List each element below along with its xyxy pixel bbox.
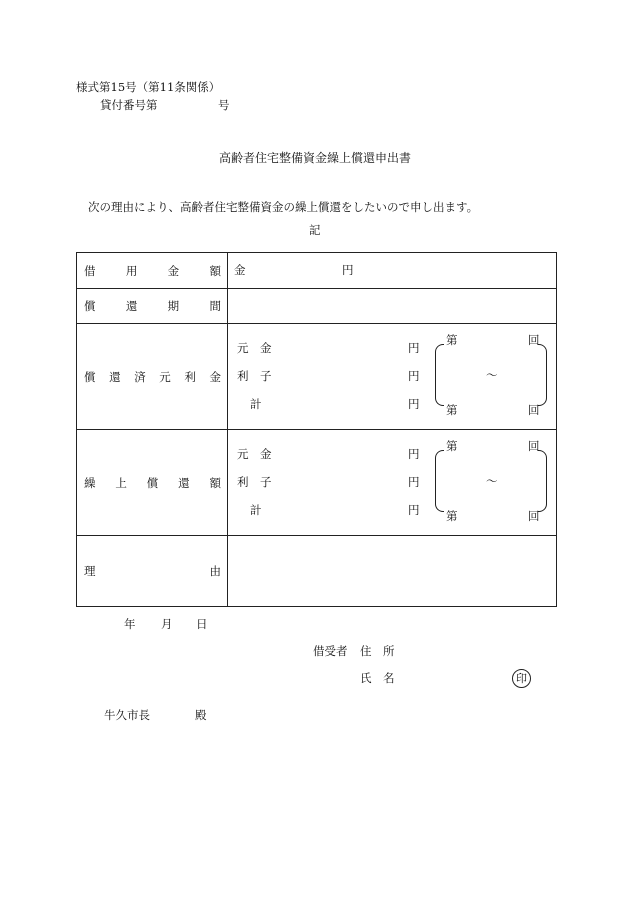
date-month: 月: [161, 617, 173, 631]
row-early-repayment: [77, 430, 557, 536]
principal-label: 元 金: [237, 447, 272, 461]
label-repayment-period: 償 還 期 間: [77, 289, 228, 324]
total-yen: 円: [408, 503, 420, 517]
bracket-right: [538, 450, 547, 512]
row-repaid-principal-interest: [77, 324, 557, 430]
form-number: 様式第15号（第11条関係）: [76, 80, 221, 94]
label-reason: 理 由: [77, 536, 228, 607]
document-title: 高齢者住宅整備資金繰上償還申出書: [219, 151, 412, 165]
bracket-left: [435, 450, 444, 512]
to-kai: 回: [528, 509, 540, 523]
from-kai: 回: [528, 439, 540, 453]
label-repaid-principal-interest: 償 還 済 元 利 金: [77, 324, 228, 430]
kin-prefix: 金: [234, 263, 246, 277]
field-borrowed-amount[interactable]: [228, 253, 557, 289]
to-dai: 第: [446, 403, 458, 417]
total-yen: 円: [408, 397, 420, 411]
range-tilde: ～: [486, 474, 498, 488]
dono-label: 殿: [195, 708, 207, 722]
from-kai: 回: [528, 333, 540, 347]
address-label: 住 所: [360, 644, 395, 658]
seal-mark: 印: [512, 669, 531, 688]
row-repayment-period: [77, 289, 557, 324]
principal-label: 元 金: [237, 341, 272, 355]
interest-yen: 円: [408, 475, 420, 489]
interest-label: 利 子: [237, 369, 272, 383]
ki-heading: 記: [309, 223, 321, 237]
range-tilde: ～: [486, 368, 498, 382]
mayor-label: 牛久市長: [104, 708, 150, 722]
total-label: 計: [250, 397, 262, 411]
label-early-repayment: 繰 上 償 還 額: [77, 430, 228, 536]
from-dai: 第: [446, 439, 458, 453]
intro-text: 次の理由により、高齢者住宅整備資金の繰上償還をしたいので申し出ます。: [88, 200, 479, 214]
row-borrowed-amount: [77, 253, 557, 289]
name-label: 氏 名: [360, 671, 395, 685]
field-repaid-breakdown[interactable]: [228, 324, 557, 430]
from-dai: 第: [446, 333, 458, 347]
loan-number-suffix: 号: [218, 98, 230, 112]
row-reason: [77, 536, 557, 607]
yen-unit: 円: [342, 263, 354, 277]
field-repayment-period[interactable]: [228, 289, 557, 324]
application-table: [76, 252, 557, 607]
bracket-right: [538, 344, 547, 406]
interest-label: 利 子: [237, 475, 272, 489]
field-reason[interactable]: [228, 536, 557, 607]
bracket-left: [435, 344, 444, 406]
field-early-breakdown[interactable]: [228, 430, 557, 536]
loan-number-prefix: 貸付番号第: [100, 98, 158, 112]
to-kai: 回: [528, 403, 540, 417]
to-dai: 第: [446, 509, 458, 523]
date-year: 年: [124, 617, 136, 631]
label-borrowed-amount: 借 用 金 額: [77, 253, 228, 289]
principal-yen: 円: [408, 341, 420, 355]
date-day: 日: [196, 617, 208, 631]
interest-yen: 円: [408, 369, 420, 383]
borrower-label: 借受者: [313, 644, 348, 658]
principal-yen: 円: [408, 447, 420, 461]
total-label: 計: [250, 503, 262, 517]
